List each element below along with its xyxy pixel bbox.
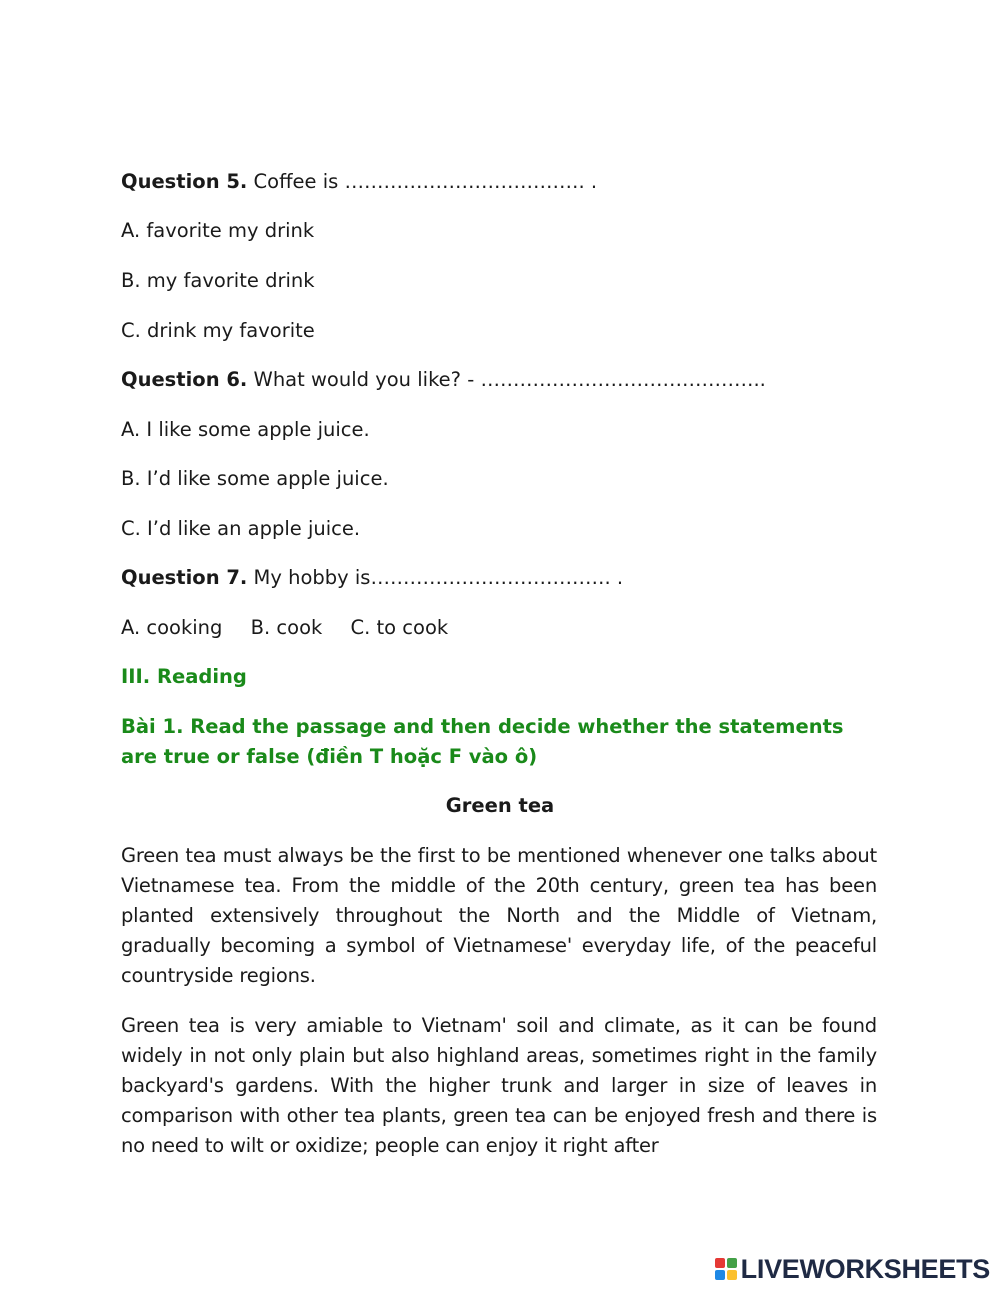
question-6-label: Question 6. [121, 368, 248, 391]
question-6-option-b: B. I’d like some apple juice. [121, 467, 389, 490]
passage-paragraph-2: Green tea is very amiable to Vietnam' soil and climate, as it can be found widely in not only plain but also highland areas, sometimes right in the family backyard's gardens. With the higher trunk and larger in size of leaves in comparison with other tea plants, green tea can be enjoyed fresh and there is no need to wilt or oxidize; people can enjoy it right after [121, 1014, 877, 1157]
question-5-text: Coffee is ………………………………. . [247, 170, 598, 193]
question-6-text: What would you like? - …………………………………….. [247, 368, 766, 391]
question-7-options [121, 613, 448, 643]
question-6-option-c: C. I’d like an apple juice. [121, 517, 361, 540]
question-5 [121, 167, 597, 197]
question-6-option-a: A. I like some apple juice. [121, 418, 370, 441]
question-5-option-a: A. favorite my drink [121, 219, 315, 242]
section-title: III. Reading [121, 665, 247, 688]
logo-square [715, 1270, 725, 1280]
question-5-label: Question 5. [121, 170, 248, 193]
logo-square [715, 1258, 725, 1268]
task-instruction: Bài 1. Read the passage and then decide whether the statements are true or false (điền T hoặc F vào ô) [121, 715, 844, 768]
question-7-option-a: A. cooking [121, 616, 223, 639]
liveworksheets-logo [715, 1252, 990, 1286]
passage-title: Green tea [445, 794, 555, 817]
question-5-option-b: B. my favorite drink [121, 269, 315, 292]
logo-square [727, 1270, 737, 1280]
question-7-option-b: B. cook [250, 616, 323, 639]
question-7-option-c: C. to cook [350, 616, 449, 639]
question-7-text: My hobby is………………………………. . [247, 566, 624, 589]
logo-square [727, 1258, 737, 1268]
question-6 [121, 365, 766, 395]
question-7 [121, 563, 623, 593]
logo-text: LIVEWORKSHEETS [740, 1253, 990, 1284]
logo-grid-icon [715, 1258, 737, 1280]
passage-paragraph-1: Green tea must always be the first to be mentioned whenever one talks about Vietnamese tea. From the middle of the 20th century, green tea has been planted extensively throughout the North and the Middle of Vietnam, gradually becoming a symbol of Vietnamese' everyday life, of the peaceful countryside regions. [121, 844, 877, 987]
question-5-option-c: C. drink my favorite [121, 319, 315, 342]
question-7-label: Question 7. [121, 566, 248, 589]
